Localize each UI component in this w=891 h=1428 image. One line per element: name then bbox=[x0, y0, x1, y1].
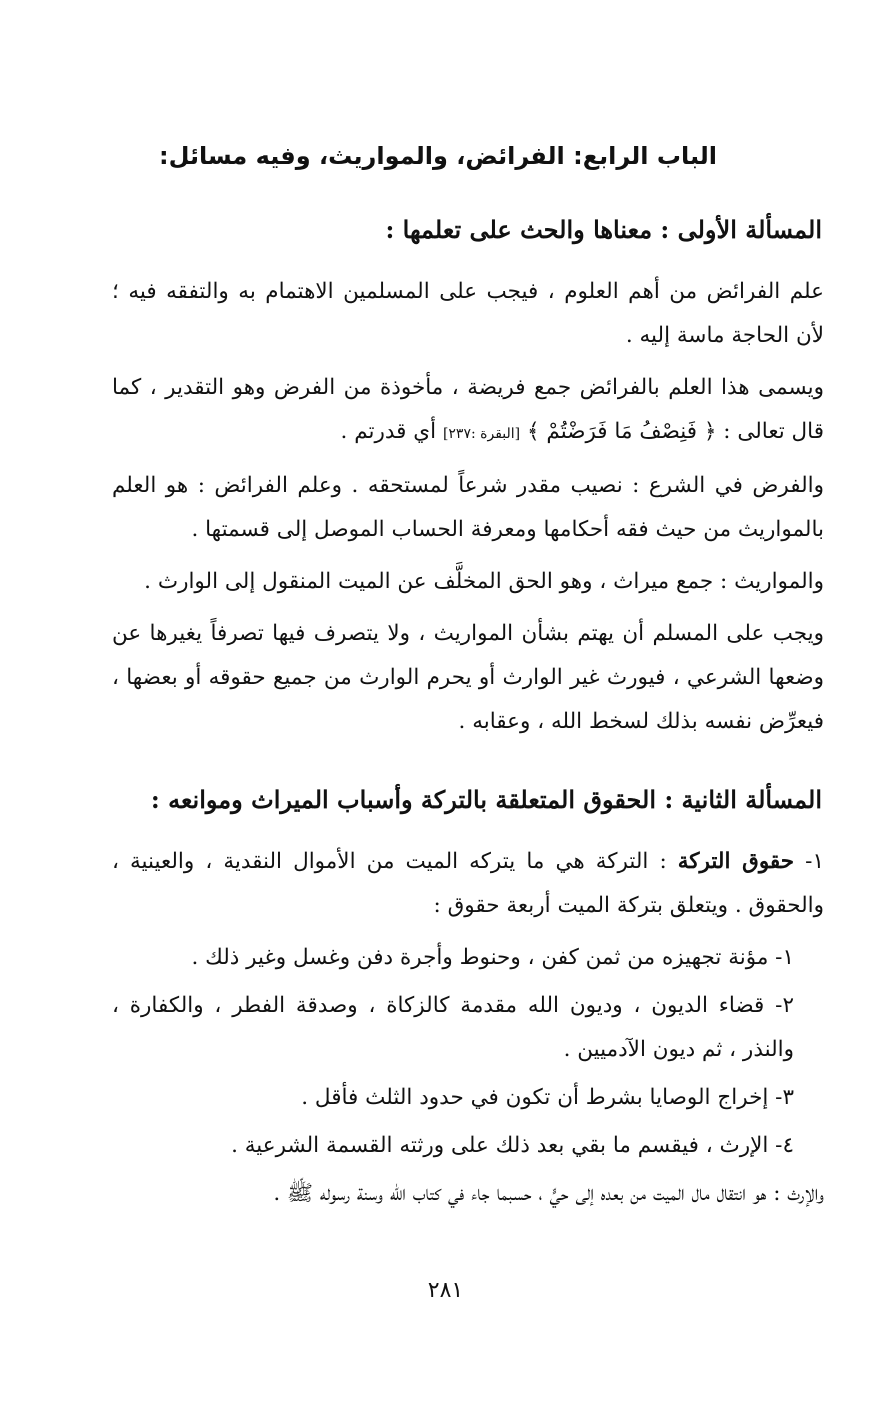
section-1-paragraph-3: والفرض في الشرع : نصيب مقدر شرعاً لمستحقه . وعلم الفرائض : هو العلم بالمواريث من حيث فقه أحكامها ومعرفة الحساب الموصل إلى قسمتها . bbox=[112, 473, 824, 542]
paragraph-2-tail: أي قدرتم . bbox=[340, 419, 443, 444]
right-item: ٣- إخراج الوصايا بشرط أن تكون في حدود الثلث فأقل . bbox=[301, 1085, 794, 1110]
section-1-paragraph-1: علم الفرائض من أهم العلوم ، فيجب على المسلمين الاهتمام به والتفقه فيه ؛ لأن الحاجة ماسة إليه . bbox=[112, 279, 824, 348]
estate-rights-text: : التركة هي ما يتركه الميت من الأموال النقدية ، والعينية ، والحقوق . ويتعلق بتركة الميت أربعة حقوق : bbox=[112, 849, 824, 918]
section-1-paragraph-5: ويجب على المسلم أن يهتم بشأن المواريث ، ولا يتصرف فيها تصرفاً يغيرها عن وضعها الشرعي ، فيورث غير الوارث أو يحرم الوارث من جميع حقوقه أو بعضها ، فيعرِّض نفسه بذلك لسخط الله ، وعقابه . bbox=[112, 621, 824, 734]
quran-reference: [البقرة :٢٣٧] bbox=[442, 426, 521, 442]
estate-rights-term: حقوق التركة bbox=[677, 849, 795, 874]
paragraph-2-text: ويسمى هذا العلم بالفرائض جمع فريضة ، مأخوذة من الفرض وهو التقدير ، كما قال تعالى : ﴿ فَنِصْفُ مَا فَرَضْتُمْ ﴾ bbox=[112, 375, 824, 444]
section-1-heading: المسألة الأولى : معناها والحث على تعلمها : bbox=[385, 215, 822, 244]
right-item: ٢- قضاء الديون ، وديون الله مقدمة كالزكاة ، وصدقة الفطر ، والكفارة ، والنذر ، ثم ديون الآدميين . bbox=[112, 993, 794, 1062]
page-body bbox=[112, 130, 824, 1224]
page-number: ٢٨١ bbox=[427, 1278, 464, 1303]
item-number: ١- bbox=[805, 849, 824, 874]
right-item: ١- مؤنة تجهيزه من ثمن كفن ، وحنوط وأجرة دفن وغسل وغير ذلك . bbox=[191, 945, 794, 970]
estate-rights-intro bbox=[112, 840, 824, 928]
section-1-paragraph-4: والمواريث : جمع ميراث ، وهو الحق المخلَّف عن الميت المنقول إلى الوارث . bbox=[144, 569, 824, 594]
chapter-title: الباب الرابع: الفرائض، والمواريث، وفيه مسائل: bbox=[158, 142, 718, 170]
inheritance-definition: والإرث : هو انتقال مال الميت من بعده إلى حيٍّ ، حسبما جاء في كتاب الله وسنة رسوله ﷺ . bbox=[273, 1181, 824, 1206]
right-item: ٤- الإرث ، فيقسم ما بقي بعد ذلك على ورثته القسمة الشرعية . bbox=[231, 1133, 794, 1158]
section-2-heading: المسألة الثانية : الحقوق المتعلقة بالتركة وأسباب الميراث وموانعه : bbox=[150, 785, 822, 814]
section-1-paragraph-2 bbox=[112, 366, 824, 456]
